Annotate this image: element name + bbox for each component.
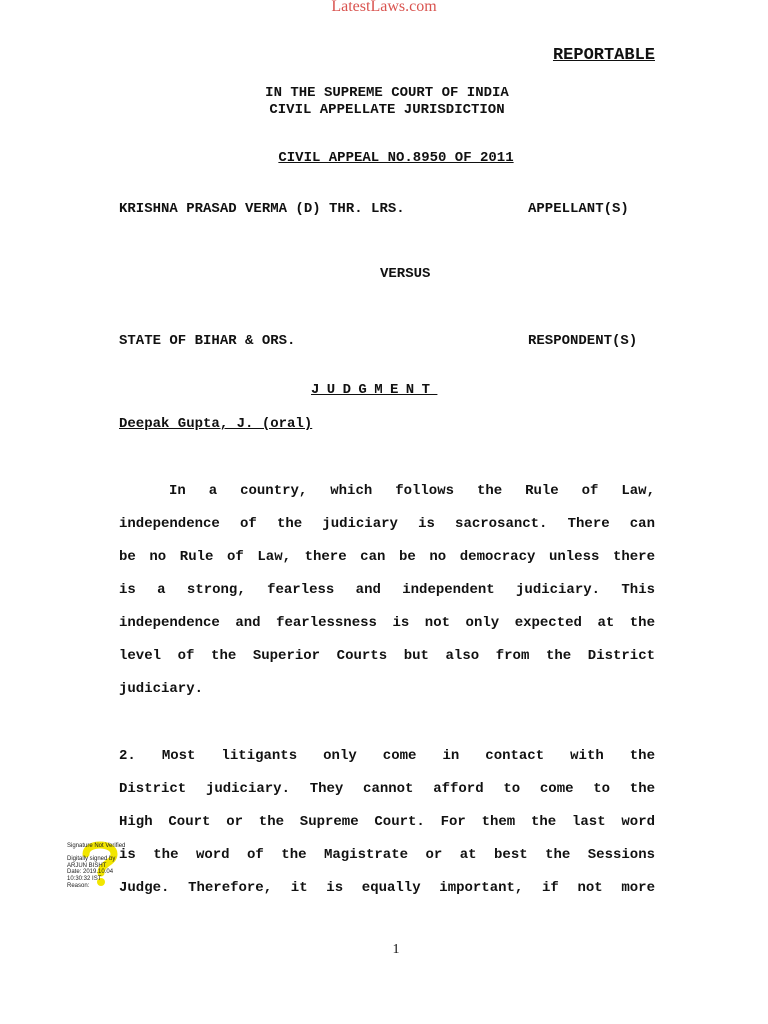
paragraph-line: 2. Most litigants only come in contact with the [119, 748, 655, 764]
signature-line: ARJUN BISHT [67, 862, 107, 869]
page-number: 1 [392, 942, 400, 957]
versus-label: VERSUS [380, 266, 431, 282]
judge-name: Deepak Gupta, J. (oral) [119, 416, 313, 432]
signature-line: Signature Not Verified [67, 843, 126, 849]
court-name: IN THE SUPREME COURT OF INDIA [265, 85, 509, 101]
paragraph-line: level of the Superior Courts but also from the District [119, 648, 655, 664]
case-number: CIVIL APPEAL NO.8950 OF 2011 [278, 150, 514, 166]
reportable-label: REPORTABLE [552, 46, 655, 65]
paragraph-line: High Court or the Supreme Court. For them the last word [119, 814, 655, 830]
signature-line: Digitally signed by [67, 856, 116, 863]
signature-spacer [67, 850, 125, 857]
appellant-role: APPELLANT(S) [528, 201, 629, 217]
respondent-name: STATE OF BIHAR & ORS. [119, 333, 296, 349]
paragraph-line: Judge. Therefore, it is equally important, if not more [119, 880, 655, 896]
paragraph-line: District judiciary. They cannot afford to come to the [119, 781, 655, 797]
paragraph-line: independence of the judiciary is sacrosanct. There can [119, 516, 655, 532]
paragraph-line: is the word of the Magistrate or at best the Sessions [119, 847, 655, 863]
signature-line: Date: 2019.10.04 [67, 869, 114, 876]
appellant-name: KRISHNA PRASAD VERMA (D) THR. LRS. [119, 201, 405, 217]
paragraph-line: judiciary. [119, 681, 204, 697]
paragraph-line: is a strong, fearless and independent judiciary. This [119, 582, 655, 598]
respondent-role: RESPONDENT(S) [528, 333, 638, 349]
signature-line: 10:30:32 IST [67, 875, 102, 882]
paragraph-line: be no Rule of Law, there can be no democracy unless there [119, 549, 655, 565]
digital-signature-stamp[interactable] [67, 843, 137, 889]
watermark-text: LatestLaws.com [331, 0, 437, 15]
paragraph-line: In a country, which follows the Rule of Law, [169, 483, 655, 499]
signature-line: Reason: [67, 882, 90, 889]
jurisdiction: CIVIL APPELLATE JURISDICTION [269, 102, 505, 118]
paragraph-line: independence and fearlessness is not only expected at the [119, 615, 655, 631]
judgment-heading: JUDGMENT [311, 382, 438, 398]
signature-text [67, 843, 125, 889]
